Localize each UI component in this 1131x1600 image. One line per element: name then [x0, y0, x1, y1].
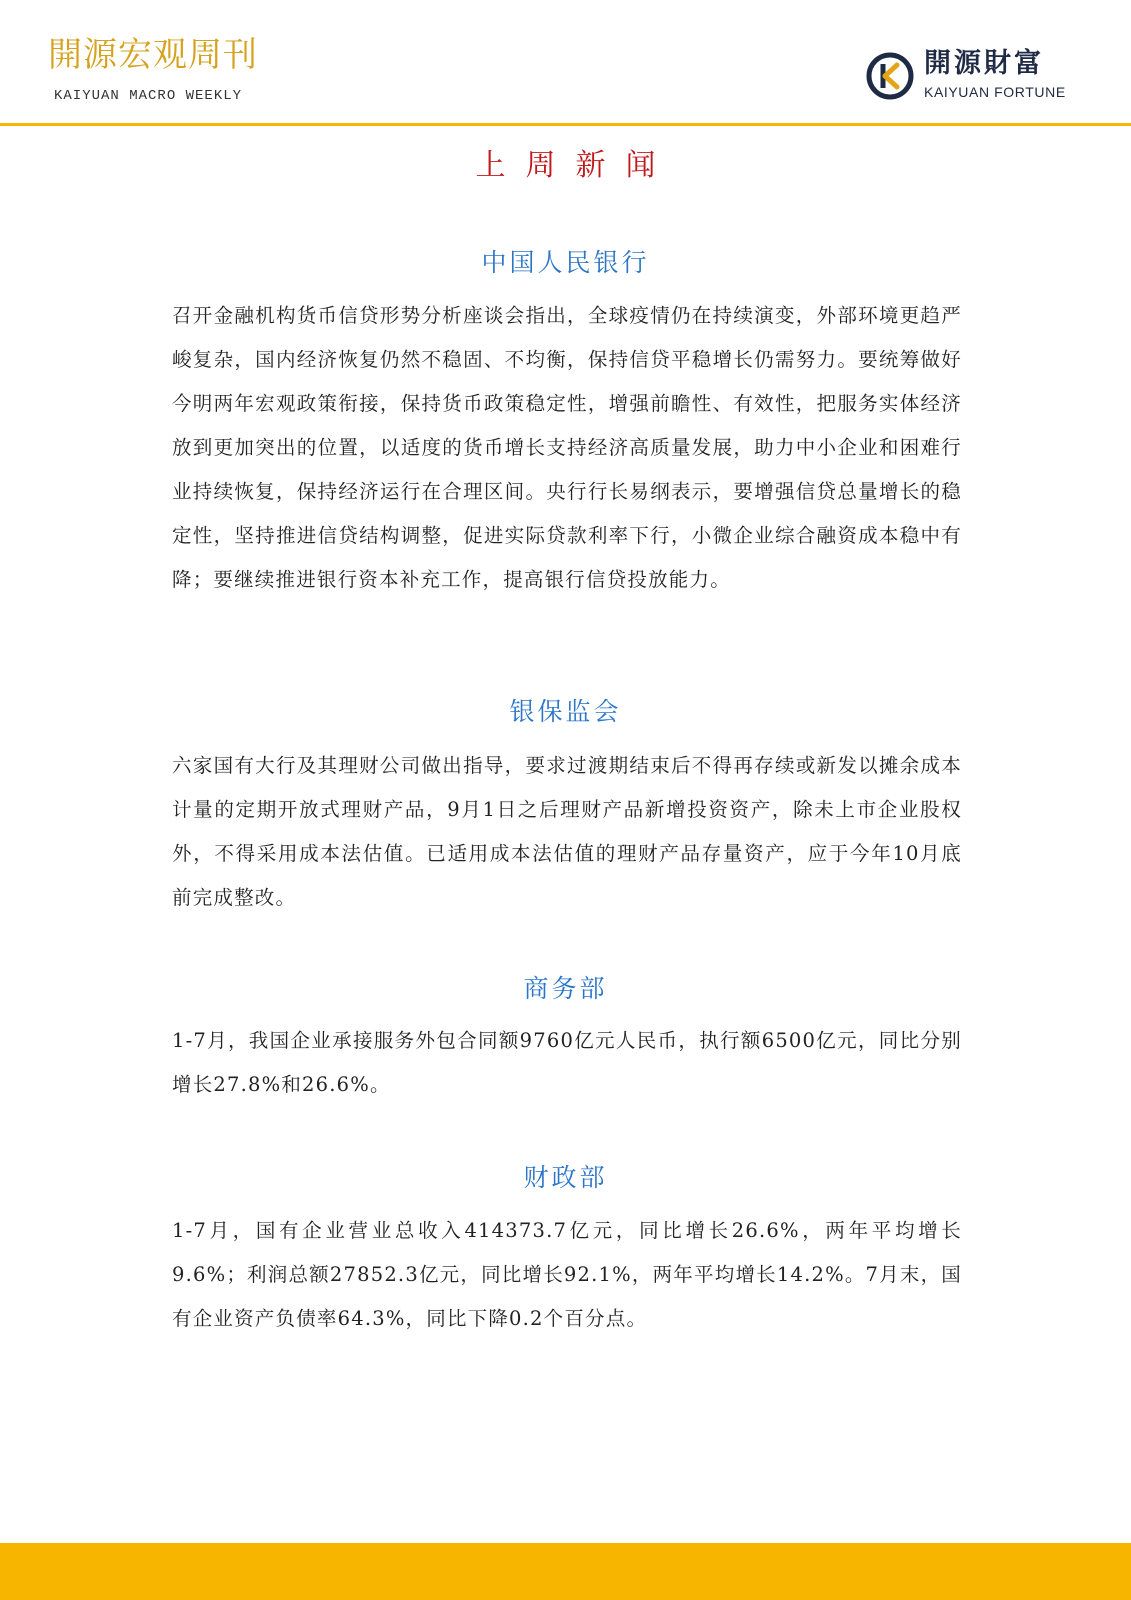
section-body-mof: 1-7月，国有企业营业总收入414373.7亿元，同比增长26.6%，两年平均增长9.6%；利润总额27852.3亿元，同比增长92.1%，两年平均增长14.2%。7月末，国有企业资产负债率64.3%，同比下降0.2个百分点。: [172, 1219, 962, 1330]
publication-title: 開源宏观周刊: [48, 35, 258, 75]
header-divider: [0, 123, 1131, 126]
kaiyuan-logo-icon: [866, 52, 914, 100]
publication-subtitle: KAIYUAN MACRO WEEKLY: [54, 88, 243, 104]
section-body-cbirc: 六家国有大行及其理财公司做出指导，要求过渡期结束后不得再存续或新发以摊余成本计量的定期开放式理财产品，9月1日之后理财产品新增投资资产，除未上市企业股权外，不得采用成本法估值。已适用成本法估值的理财产品存量资产，应于今年10月底前完成整改。: [172, 754, 962, 909]
section-heading-pboc: 中国人民银行: [481, 248, 650, 277]
kaiyuan-logo: [866, 50, 1086, 104]
section-body-pboc: 召开金融机构货币信贷形势分析座谈会指出，全球疫情仍在持续演变，外部环境更趋严峻复杂，国内经济恢复仍然不稳固、不均衡，保持信贷平稳增长仍需努力。要统筹做好今明两年宏观政策衔接，保持货币政策稳定性，增强前瞻性、有效性，把服务实体经济放到更加突出的位置，以适度的货币增长支持经济高质量发展，助力中小企业和困难行业持续恢复，保持经济运行在合理区间。央行行长易纲表示，要增强信贷总量增长的稳定性，坚持推进信贷结构调整，促进实际贷款利率下行，小微企业综合融资成本稳中有降；要继续推进银行资本补充工作，提高银行信贷投放能力。: [172, 304, 962, 591]
page-title: 上周新闻: [475, 148, 676, 183]
page-header: [0, 0, 1131, 126]
section-heading-mof: 财政部: [523, 1163, 608, 1192]
logo-name-en: KAIYUAN FORTUNE: [924, 84, 1066, 100]
footer-bar: [0, 1543, 1131, 1600]
section-body-mofcom: 1-7月，我国企业承接服务外包合同额9760亿元人民币，执行额6500亿元，同比分别增长27.8%和26.6%。: [172, 1029, 962, 1096]
section-heading-cbirc: 银保监会: [509, 697, 622, 726]
logo-name-cn: 開源財富: [924, 48, 1044, 79]
section-heading-mofcom: 商务部: [523, 974, 608, 1003]
